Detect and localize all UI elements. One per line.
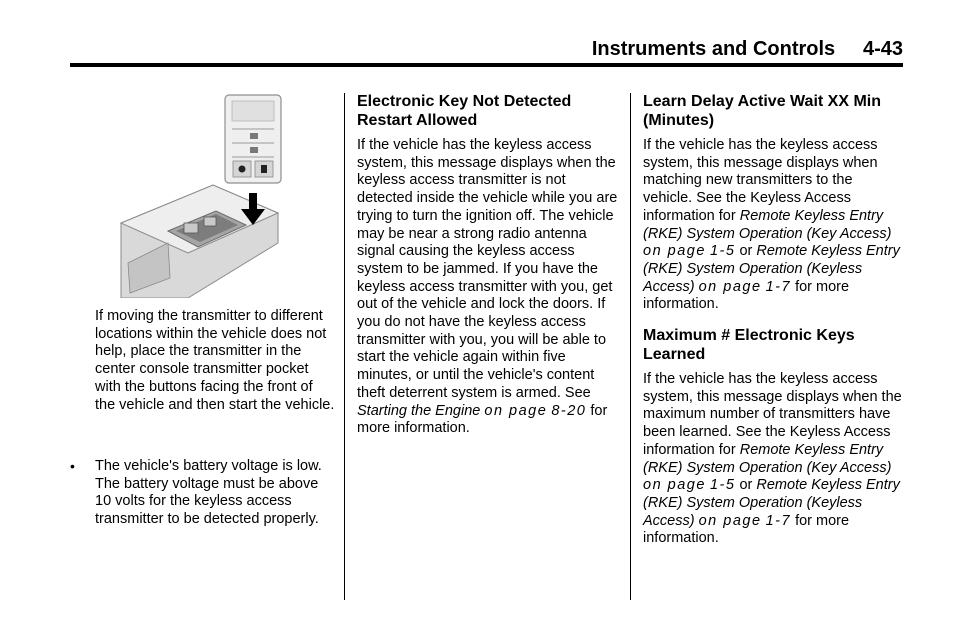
page-reference[interactable]: 8-20 xyxy=(551,402,587,419)
paragraph xyxy=(643,137,905,314)
column-divider xyxy=(630,93,631,600)
on-page-label: on page xyxy=(698,278,762,295)
cross-reference-link[interactable]: Remote Keyless Entry (RKE) System Operation (Keyless Access) xyxy=(643,243,900,295)
on-page-label: on page xyxy=(643,243,706,260)
paragraph xyxy=(643,371,905,548)
middle-column xyxy=(357,92,621,446)
paragraph: If moving the transmitter to different locations within the vehicle does not help, place the transmitter in the center console transmitter pocket with the buttons facing the front of the vehicle and then start the vehicle. xyxy=(95,308,335,413)
page-reference[interactable]: 1-5 xyxy=(709,243,736,260)
section-title: Instruments and Controls xyxy=(591,38,836,60)
cross-reference-link[interactable]: Remote Keyless Entry (RKE) System Operation (Keyless Access) xyxy=(643,477,900,529)
bullet-text: The vehicle's battery voltage is low. The battery voltage must be above 10 volts for the keyless access transmitter to be detected properly. xyxy=(95,458,322,528)
paragraph xyxy=(357,137,621,438)
column-divider xyxy=(344,93,345,600)
conjunction: or xyxy=(739,477,753,494)
body-text: If the vehicle has the keyless access system, this message displays when matching new transmitters to the vehicle. See the Keyless Access information for xyxy=(643,137,878,224)
right-column xyxy=(643,92,905,556)
cross-reference-link[interactable]: Remote Keyless Entry (RKE) System Operation (Key Access) xyxy=(643,207,892,242)
bullet-item xyxy=(95,458,335,537)
cross-reference-link[interactable]: Remote Keyless Entry (RKE) System Operation (Key Access) xyxy=(643,441,892,476)
left-column xyxy=(95,308,335,422)
body-text: If the vehicle has the keyless access system, this message displays when the maximum number of transmitters have been learned. See the Keyless Access information for xyxy=(643,371,902,458)
body-text: for more information. xyxy=(357,402,608,437)
bullet-marker: • xyxy=(70,458,75,474)
section-heading: Learn Delay Active Wait XX Min (Minutes) xyxy=(643,93,881,129)
body-text: If the vehicle has the keyless access system, this message displays when the keyless access transmitter is not detected inside the vehicle while you are trying to turn the ignition off. The vehicle may be near a strong radio antenna signal causing the keyless access system to be jammed. If you have the keyless access transmitter with you, get out of the vehicle and lock the doors. If you do not have the keyless access transmitter with you, you will be able to start the vehicle again within five minutes, or until the vehicle's content theft deterrent system is armed. See xyxy=(357,137,618,401)
body-text: for more information. xyxy=(643,512,850,547)
cross-reference-link[interactable]: Starting the Engine xyxy=(357,402,481,419)
on-page-label: on page xyxy=(484,402,548,419)
transmitter-pocket-illustration xyxy=(118,93,283,298)
section-heading: Electronic Key Not Detected Restart Allowed xyxy=(357,93,572,129)
header-rule xyxy=(70,63,903,67)
on-page-label: on page xyxy=(698,512,762,529)
page-reference[interactable]: 1-7 xyxy=(765,278,792,295)
page-number: 4-43 xyxy=(862,38,903,60)
page-reference[interactable]: 1-5 xyxy=(709,477,736,494)
conjunction: or xyxy=(739,243,753,260)
page-reference[interactable]: 1-7 xyxy=(765,512,792,529)
section-heading: Maximum # Electronic Keys Learned xyxy=(643,327,855,364)
body-text: for more information. xyxy=(643,278,850,313)
page-header xyxy=(560,38,903,61)
on-page-label: on page xyxy=(643,477,706,494)
